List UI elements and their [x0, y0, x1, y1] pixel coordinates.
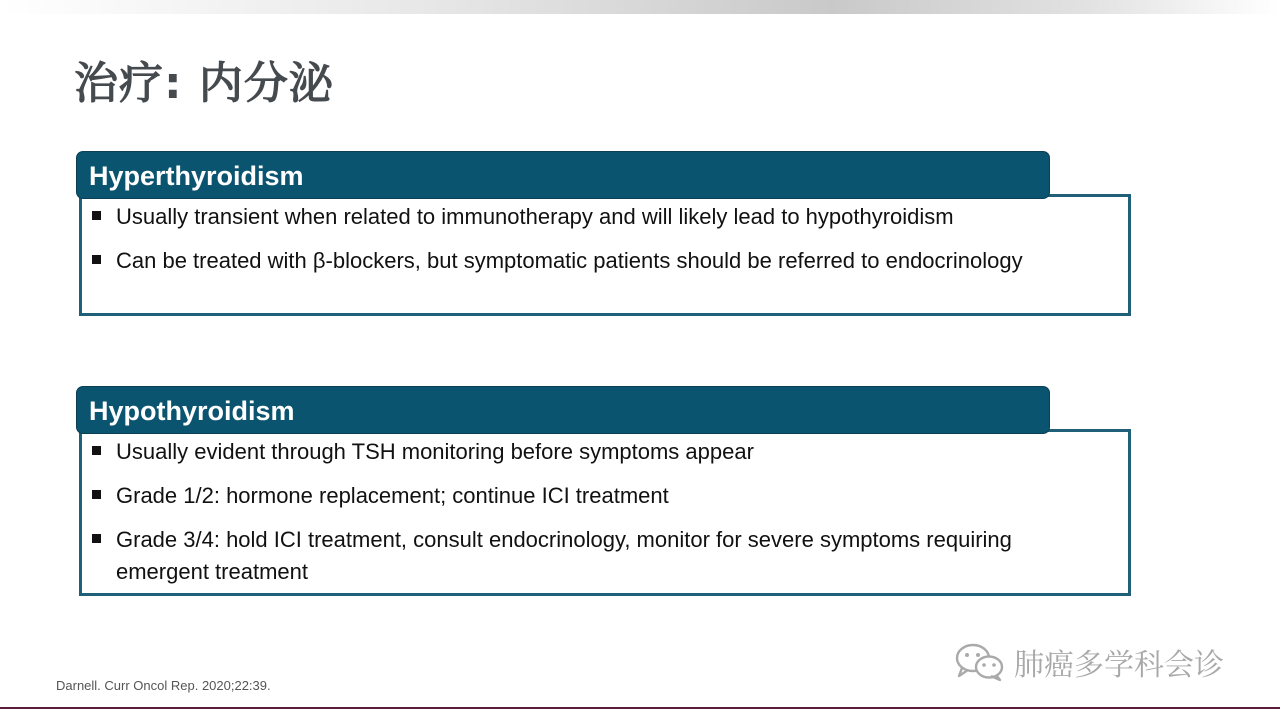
wechat-icon — [954, 642, 1006, 682]
section-heading: Hyperthyroidism — [89, 161, 304, 191]
bullet-list — [82, 432, 1128, 588]
section-body — [79, 429, 1131, 596]
bullet-text: Usually transient when related to immunotherapy and will likely lead to hypothyroidism — [116, 204, 954, 229]
bottom-divider — [0, 707, 1280, 709]
square-bullet-icon — [92, 211, 101, 220]
section-header — [76, 386, 1050, 434]
section-hyperthyroidism — [76, 151, 1134, 317]
bullet-list — [82, 197, 1128, 277]
bullet-text: Grade 1/2: hormone replacement; continue ICI treatment — [116, 483, 669, 508]
square-bullet-icon — [92, 534, 101, 543]
bullet-text: Grade 3/4: hold ICI treatment, consult endocrinology, monitor for severe symptoms requiring emergent treatment — [116, 527, 1012, 584]
watermark — [954, 640, 1224, 684]
square-bullet-icon — [92, 255, 101, 264]
bullet-text: Can be treated with β-blockers, but symptomatic patients should be referred to endocrinology — [116, 248, 1023, 273]
list-item — [82, 436, 1108, 468]
square-bullet-icon — [92, 446, 101, 455]
page-title: 治疗: 内分泌 — [74, 58, 334, 109]
section-heading: Hypothyroidism — [89, 396, 295, 426]
square-bullet-icon — [92, 490, 101, 499]
section-body — [79, 194, 1131, 316]
citation: Darnell. Curr Oncol Rep. 2020;22:39. — [56, 678, 271, 693]
bullet-text: Usually evident through TSH monitoring before symptoms appear — [116, 439, 754, 464]
list-item — [82, 524, 1108, 588]
top-gradient-bar — [0, 0, 1280, 14]
list-item — [82, 480, 1108, 512]
section-hypothyroidism — [76, 386, 1134, 598]
section-header — [76, 151, 1050, 199]
list-item — [82, 201, 1108, 233]
watermark-text: 肺癌多学科会诊 — [1014, 648, 1224, 683]
list-item — [82, 245, 1108, 277]
